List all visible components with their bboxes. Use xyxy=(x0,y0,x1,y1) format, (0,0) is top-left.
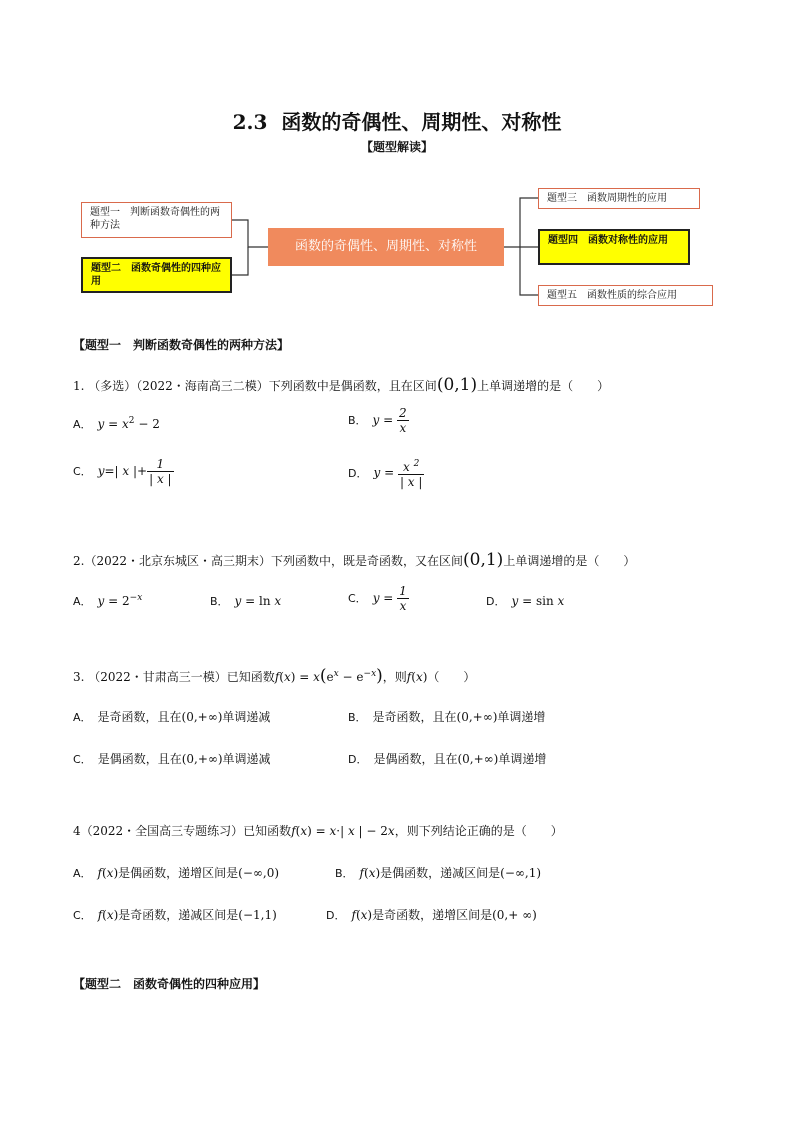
page-title: 2.3 函数的奇偶性、周期性、对称性 xyxy=(232,110,562,134)
question-3-stem: 3. （2022・甘肃高三一模）已知函数$f(x) = x(e^x - e^{-x})$，则f(x)（ ） xyxy=(73,666,476,686)
question-1-stem: 1. （多选）（2022・海南高三二模）下列函数中是偶函数，且在区间(0,1)上单调递增的是（ ） xyxy=(73,375,610,395)
question-2-stem: 2.（2022・北京东城区・高三期末）下列函数中，既是奇函数，又在区间(0,1)上单调递增的是（ ） xyxy=(73,550,636,570)
page-subtitle: 【题型解读】 xyxy=(360,140,433,154)
mindmap-topic-2: 题型二 函数奇偶性的四种应用 xyxy=(81,257,232,293)
section-heading-2: 【题型二 函数奇偶性的四种应用】 xyxy=(73,977,266,991)
q1-option-a[interactable]: A． $y = x^2 - 2$ xyxy=(73,416,160,431)
q1-option-d[interactable]: D． y = $\frac{x ^2}{| x |}$ xyxy=(348,459,423,489)
mindmap-topic-5: 题型五 函数性质的综合应用 xyxy=(538,285,713,306)
mindmap-topic-4: 题型四 函数对称性的应用 xyxy=(538,229,690,265)
q3-option-a[interactable]: A． 是奇函数，且在(0,+∞)单调递减 xyxy=(73,710,271,724)
question-4-stem: 4（2022・全国高三专题练习）已知函数f(x) = x·| x | − 2x，则下列结论正确的是（ ） xyxy=(73,824,563,838)
q3-option-d[interactable]: D． 是偶函数，且在(0,+∞)单调递增 xyxy=(348,752,547,766)
q4-option-d[interactable]: D． f(x)是奇函数，递增区间是(0,+ ∞) xyxy=(326,908,537,922)
q4-option-b[interactable]: B． f(x)是偶函数，递减区间是(−∞,1) xyxy=(335,866,542,880)
q1-option-c[interactable]: C． y=| x |+ $\frac{1}{| x |}$ xyxy=(73,457,172,486)
q2-option-d[interactable]: D． y = sin x xyxy=(486,594,565,608)
q4-option-c[interactable]: C． f(x)是奇函数，递减区间是(−1,1) xyxy=(73,908,277,922)
section-heading-1: 【题型一 判断函数奇偶性的两种方法】 xyxy=(73,338,290,352)
q2-option-a[interactable]: A． $y = 2^{-x}$ xyxy=(73,593,143,608)
mindmap-topic-1: 题型一 判断函数奇偶性的两种方法 xyxy=(81,202,232,238)
q2-option-b[interactable]: B． y = ln x xyxy=(210,594,282,608)
q3-option-c[interactable]: C． 是偶函数，且在(0,+∞)单调递减 xyxy=(73,752,271,766)
q2-option-c[interactable]: C． y = $\frac{1}{x}$ xyxy=(348,584,407,613)
q3-option-b[interactable]: B． 是奇函数，且在(0,+∞)单调递增 xyxy=(348,710,546,724)
q4-option-a[interactable]: A． f(x)是偶函数，递增区间是(−∞,0) xyxy=(73,866,280,880)
q1-option-b[interactable]: B． y = $\frac{2}{x}$ xyxy=(348,406,407,435)
mindmap-topic-3: 题型三 函数周期性的应用 xyxy=(538,188,700,209)
mindmap-center: 函数的奇偶性、周期性、对称性 xyxy=(268,228,504,266)
